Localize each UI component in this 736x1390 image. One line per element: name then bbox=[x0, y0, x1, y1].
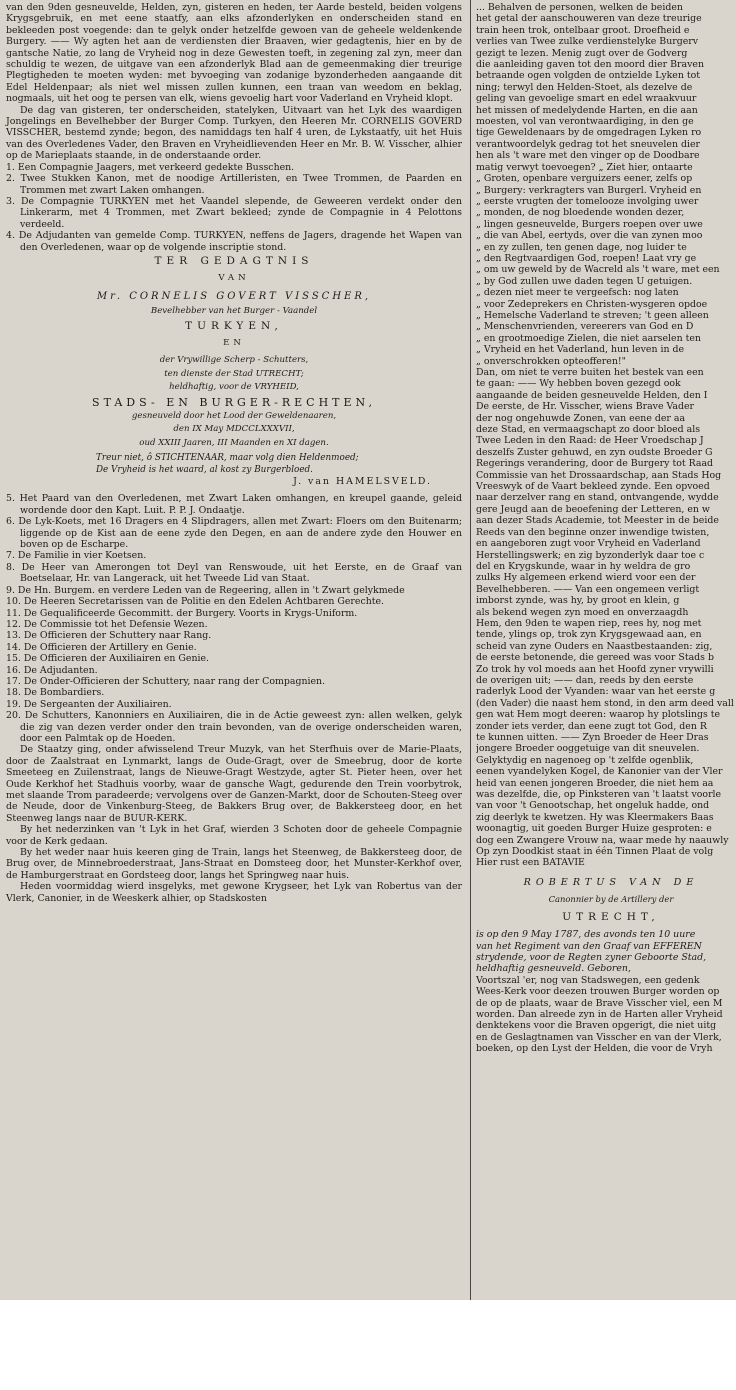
right-text-line: worden. Dan alreede zyn in de Harten aller Vryheid bbox=[476, 1008, 723, 1020]
right-text-line: „ die van Abel, eertyds, over die van zynen moo bbox=[476, 230, 703, 242]
right-text-line: Twee Leden in den Raad: de Heer Vroedschap J bbox=[476, 435, 704, 447]
order-item-1: 1. Een Compagnie Jaagers, met verkeerd gedekte Busschen. bbox=[6, 161, 295, 173]
right-text-line: Hem, den 9den te wapen riep, rees hy, nog met bbox=[476, 617, 702, 629]
right-text-line: „ den Regtvaardigen God, roepen! Laat vry ge bbox=[476, 252, 697, 264]
right-text-line: te kunnen uitten. —— Zyn Broeder de Heer Dras bbox=[476, 732, 709, 743]
right-text-line: te gaan: —— Wy hebben boven gezegd ook bbox=[476, 378, 681, 390]
right-text-line: Vreeswyk of de Vaart bekleed zynde. Een opvoed bbox=[476, 481, 710, 493]
right-text-line: der nog ongehuwde Zonen, van eene der aa bbox=[476, 412, 686, 424]
right-text-line: woonagtig, uit goeden Burger Huize gesproten: e bbox=[476, 823, 712, 835]
epitaph-line-9: heldhaftig, voor de VRYHEID, bbox=[169, 382, 299, 393]
right-text-line: verlies van Twee zulke verdienstelyke Burgerv bbox=[476, 36, 699, 48]
right-text-line: deze Stad, en vermaagschapt zo door bloed als bbox=[476, 424, 701, 436]
right-text-line: tende, ylings op, trok zyn Krygsgewaad aan, en bbox=[476, 629, 702, 641]
right-text-line: train heen trok, ontelbaar groot. Droefheid e bbox=[476, 24, 690, 36]
epitaph-line-13: oud XXIII Jaaren, III Maanden en XI dagen. bbox=[139, 437, 329, 448]
order-item-3: 3. De Compagnie TURKYEN met het Vaandel slepende, de Geweeren verdekt onder den Linkerarm, met 4 Trommen, met Zwart bekleed; zynde de Compagnie in 4 Pelottons verdeeld. bbox=[6, 195, 462, 230]
epitaph-signature: J. van HAMELSVELD. bbox=[293, 476, 432, 488]
epitaph-line-12: den IX May MDCCLXXXVII, bbox=[173, 424, 295, 435]
right-text-line: gere Jeugd aan de beoefening der Letteren, en w bbox=[476, 503, 710, 515]
right-text-line: „ dezen niet meer te vergeefsch: nog laten bbox=[476, 287, 679, 299]
right-text-line: gezigt te lezen. Menig zugt over de Godverg bbox=[476, 47, 688, 59]
right-text-line: boeken, op den Lyst der Helden, die voor de Vryh bbox=[476, 1043, 713, 1055]
right-text-line: van voor 't Genootschap, het ongeluk hadde, ond bbox=[476, 800, 710, 812]
right-text-line: zonder iets verder, dan eene zugt tot God, den R bbox=[476, 720, 707, 732]
right-text-line: „ lingen gesneuvelde, Burgers roepen over uwe bbox=[476, 218, 703, 230]
right-text-line: Dan, om niet te verre buiten het bestek van een bbox=[476, 367, 704, 378]
right-text-line: het getal der aanschouweren van deze treurige bbox=[476, 13, 702, 25]
right-text-line: Gelyktydig en nagenoeg op 't zelfde ogenblik, bbox=[476, 754, 694, 766]
epitaph-line-5: TURKYEN, bbox=[185, 319, 283, 332]
order-item-7: 7. De Familie in vier Koetsen. bbox=[6, 550, 147, 562]
right-text-line: de eerste betonende, die gereed was voor Stads b bbox=[476, 652, 714, 664]
order-item-10: 10. De Heeren Secretarissen van de Politie en den Edelen Achtbaren Gerechte. bbox=[6, 596, 385, 608]
right-text-line: die aanleiding gaven tot den moord dier Braven bbox=[476, 59, 704, 71]
right-text-line: denktekens voor die Braven opgerigt, die niet uitg bbox=[476, 1020, 717, 1032]
right-text-line: tige Geweldenaars by de omgedragen Lyken ro bbox=[476, 127, 702, 139]
right-text-line: Zo trok hy vol moeds aan het Hoofd zyner vrywilli bbox=[476, 663, 714, 675]
right-text-line: „ Menschenvrienden, vereerers van God en D bbox=[476, 321, 694, 333]
order-item-15: 15. De Officieren der Auxiliairen en Genie. bbox=[6, 653, 210, 665]
order-item-8: 8. De Heer van Amerongen tot Deyl van Renswoude, uit het Eerste, en de Graaf van Boetselaar, Hr. van Langerack, uit het Tweede Lid van Staat. bbox=[6, 561, 462, 585]
return-route: By het weder naar huis keeren ging de Train, langs het Steenweg, de Bakkersteeg door, de Brug over, de Minnebroederstraat, Jans-Straat en Domsteeg door, het Munster-Kerkhof over, de Hamburgerstraat en Gordsteeg door, langs het Springweg naar huis. bbox=[6, 847, 462, 881]
right-text-line: „ by God zullen uwe daden tegen U getuigen. bbox=[476, 275, 693, 287]
order-item-17: 17. De Onder-Officieren der Schuttery, naar rang der Compagnien. bbox=[6, 675, 326, 687]
right-text-line: gen wat Hem mogt deeren: waarop hy plotslings te bbox=[476, 709, 721, 721]
right-column bbox=[476, 0, 736, 1300]
right-text-line: „ onverschrokken opteofferen!" bbox=[476, 355, 626, 367]
order-item-18: 18. De Bombardiers. bbox=[6, 687, 105, 699]
right-text-line: „ voor Zedeprekers en Christen-wysgeren opdoe bbox=[476, 298, 708, 310]
right-text-line: jongere Broeder ooggetuige van dit sneuvelen. bbox=[476, 743, 700, 755]
second-funeral-intro: Heden voormiddag wierd insgelyks, met gewone Krygseer, het Lyk van Robertus van der Vlerk, Canonier, in de Weeskerk alhier, op Stadskosten bbox=[6, 881, 462, 904]
right-text-line: verantwoordelyk gedrag tot het sneuvelen dier bbox=[476, 138, 700, 150]
right-text-line: de op de plaats, waar de Brave Visscher viel, een M bbox=[476, 997, 723, 1009]
epitaph-utrecht: UTRECHT, bbox=[562, 910, 660, 923]
right-text-line: „ Hemelsche Vaderland te streven; 't geen alleen bbox=[476, 309, 709, 321]
right-text-line: de overigen uit; —— dan, reeds by den eerste bbox=[476, 674, 694, 686]
right-text-block-2 bbox=[476, 929, 736, 1054]
right-text-line: eenen vyandelyken Kogel, de Kanonier van der Vler bbox=[476, 766, 723, 778]
right-text-line: was dezelfde, die, op Pinksteren van 't laatst voorle bbox=[476, 789, 722, 801]
right-text-line: Regerings verandering, door de Burgery tot Raad bbox=[476, 458, 714, 470]
right-text-line: heldhaftig gesneuveld. Geboren, bbox=[476, 963, 631, 975]
epitaph-verse-1: Treur niet, ô STICHTENAAR, maar volg dien Heldenmoed; bbox=[96, 453, 359, 464]
epitaph-line-4: Bevelhebber van het Burger - Vaandel bbox=[150, 306, 318, 317]
epitaph-name-vdv: ROBERTUS VAN DE bbox=[523, 876, 699, 888]
right-text-line: „ om uw geweld by de Wacreld als 't ware, met een bbox=[476, 264, 720, 276]
epitaph-line-10: STADS- EN BURGER-RECHTEN, bbox=[92, 395, 376, 409]
right-text-line: Herstellingswerk; en zig byzonderlyk daar toe c bbox=[476, 549, 705, 561]
right-text-line: moesten, vol van verontwaardiging, in den ge bbox=[476, 116, 694, 128]
right-text-line: Reeds van den beginne onzer inwendige twisten, bbox=[476, 526, 710, 538]
right-text-line: De eerste, de Hr. Visscher, wiens Brave Vader bbox=[476, 401, 695, 413]
order-item-6: 6. De Lyk-Koets, met 16 Dragers en 4 Slipdragers, allen met Zwart: Floers om den Buitenarm; liggende op de Kist aan de eene zyde den Degen, en aan de andere zyde den Houwer en boven op de Escharpe. bbox=[6, 516, 462, 551]
procession-route: De Staatzy ging, onder afwisselend Treur Muzyk, van het Sterfhuis over de Marie-Plaats, door de Zaalstraat en Lynmarkt, langs de Oude-Gragt, over de Smeebrug, door de korte Smeeteeg en Zuilenstraat, langs de Nieuwe-Gragt Westzyde, agter St. Pieter heen, over het Oude Kerkhof het Stadhuis voorby, waar de gansche Wagt, gedurende den Trein voorbytrok, met slaande Trom paradeerde; vervolgens over de Ganzen-Markt, door de Schouten-Steeg over de Neude, door de Vinkenburg-Steeg, de Bakkers Brug over, de Bakkersteeg door, en het Steenweg langs naar de BUUR-KERK. bbox=[6, 744, 462, 824]
right-text-line: als bekend wegen zyn moed en onverzaagdh bbox=[476, 606, 689, 618]
epitaph-line-11: gesneuveld door het Lood der Geweldenaaren, bbox=[131, 411, 337, 421]
order-item-14: 14. De Officieren der Artillery en Genie. bbox=[6, 641, 197, 653]
right-text-line: matig verwyt toevoegen? „ Ziet hier, ontaarte bbox=[476, 161, 693, 173]
right-text-line: „ en grootmoedige Zielen, die niet aarselen ten bbox=[476, 332, 701, 344]
order-item-19: 19. De Sergeanten der Auxiliairen. bbox=[6, 698, 172, 710]
right-text-line: Wees-Kerk voor deezen trouwen Burger worden op bbox=[476, 986, 720, 998]
right-text-line: aan dezer Stads Academie, tot Meester in de beide bbox=[476, 515, 719, 527]
right-text-line: ning; terwyl den Helden-Stoet, als dezelve de bbox=[476, 81, 693, 93]
right-text-line: is op den 9 May 1787, des avonds ten 10 uure bbox=[476, 929, 696, 941]
right-text-line: (den Vader) die naast hem stond, in den arm deed vall bbox=[476, 697, 734, 709]
right-text-line: heid van eenen jongeren Broeder, die niet hem aa bbox=[476, 777, 714, 789]
right-text-line: Commissie van het Drossaardschap, aan Stads Hog bbox=[476, 469, 722, 481]
right-text-line: „ eerste vrugten der tomelooze involging uwer bbox=[476, 195, 699, 207]
right-text-line: strydende, voor de Regten zyner Geboorte Stad, bbox=[476, 951, 707, 963]
right-text-line: Voortszal 'er, nog van Stadswegen, een gedenk bbox=[476, 974, 700, 986]
epitaph-line-3: Mr. CORNELIS GOVERT VISSCHER, bbox=[96, 290, 372, 302]
right-text-line: Bevelhebberen. —— Van een ongemeen verligt bbox=[476, 583, 700, 595]
order-item-9: 9. De Hn. Burgem. en verdere Leden van de Regeering, allen in 't Zwart gelykmede bbox=[6, 584, 405, 596]
intro-paragraph-2: De dag van gisteren, ter onderscheiden, statelyken, Uitvaart van het Lyk des waardigen Jongelings en Bevelhebber der Burger Comp. Turkyen, den Heeren Mr. CORNELIS GOVERD VISSCHER, bestemd zynde; begon, des namiddags ten half 4 uren, de Lykstaatfy, uit het Huis van des Overledenes Vader, den Braven en Vryheidlievenden Heer en Mr. B. W. Visscher, alhier op de Marieplaats staande, in de onderstaande order. bbox=[6, 104, 462, 162]
right-text-block-1 bbox=[476, 2, 736, 869]
right-text-line: zig deerlyk te kwetzen. Hy was Kleermakers Baas bbox=[476, 811, 714, 823]
right-text-line: betraande ogen volgden de ontzielde Lyken tot bbox=[476, 70, 701, 82]
epitaph-line-6: EN bbox=[223, 337, 245, 348]
right-text-line: del en Krygskunde, waar in hy weldra de gro bbox=[476, 560, 691, 572]
epitaph-line-2: VAN bbox=[218, 273, 250, 284]
right-text-line: scheid van zyne Ouders en Naastbestaanden: zig, bbox=[476, 640, 713, 652]
right-text-line: dog een Zwangere Vrouw na, waar mede hy naauwly bbox=[476, 834, 729, 846]
right-text-line: van het Regiment van den Graaf van EFFEREN bbox=[476, 940, 702, 952]
epitaph-verse-2: De Vryheid is het waard, al kost zy Burgerbloed. bbox=[96, 464, 313, 475]
order-item-5: 5. Het Paard van den Overledenen, met Zwart Laken omhangen, en kreupel gaande, geleid wordende door den Kapt. Luit. P. P. J. Ondaatje. bbox=[6, 493, 462, 516]
right-text-line: aangaande de beiden gesneuvelde Helden, den I bbox=[476, 389, 708, 401]
right-text-line: en aangeboren zugt voor Vryheid en Vaderland bbox=[476, 538, 701, 550]
order-item-20: 20. De Schutters, Kanonniers en Auxiliairen, die in de Actie geweest zyn: allen welken, gelyk die zig van dezen verder onder den train bevonden, van de overige onderscheiden waren, door een Palmtak op de Hoeden. bbox=[6, 710, 462, 744]
right-text-line: „ monden, de nog bloedende wonden dezer, bbox=[476, 207, 685, 219]
right-text-line: „ en zy zullen, ten genen dage, nog luider te bbox=[476, 241, 687, 253]
order-item-2: 2. Twee Stukken Kanon, met de noodige Artilleristen, en Twee Trommen, de Paarden en Trommen met zwart Laken omhangen. bbox=[6, 173, 462, 196]
right-text-line: Hier rust een BATAVIE bbox=[476, 857, 585, 869]
epitaph-line-1: TER GEDAGTNIS bbox=[154, 254, 314, 267]
column-divider bbox=[470, 0, 471, 1300]
right-text-line: het missen of medelydende Harten, en die aan bbox=[476, 104, 698, 116]
blank-margin bbox=[0, 1300, 736, 1390]
right-text-line: geling van gevoelige smart en edel wraakvuur bbox=[476, 93, 697, 105]
right-text-line: ... Behalven de personen, welken de beiden bbox=[476, 2, 683, 13]
right-text-line: zulks Hy algemeen erkend wierd voor een der bbox=[476, 572, 696, 584]
order-item-16: 16. De Adjudanten. bbox=[6, 664, 98, 676]
right-text-line: „ Groten, openbare verguizers eener, zelfs op bbox=[476, 173, 693, 185]
order-item-13: 13. De Officieren der Schuttery naar Rang. bbox=[6, 630, 212, 642]
epitaph-block bbox=[6, 256, 462, 488]
right-text-line: „ Vryheid en het Vaderland, hun leven in de bbox=[476, 344, 685, 356]
right-text-line: Op zyn Doodkist staat in één Tinnen Plaat de volg bbox=[476, 846, 714, 858]
right-text-line: en de Geslagtnamen van Visscher en van der Vlerk, bbox=[476, 1031, 722, 1043]
right-text-line: raderlyk Lood der Vyanden: waar van het eerste g bbox=[476, 686, 716, 698]
epitaph-line-7: der Vrywillige Scherp - Schutters, bbox=[159, 355, 309, 366]
order-item-11: 11. De Gequalificeerde Gecommitt. der Burgery. Voorts in Krygs-Uniform. bbox=[6, 607, 358, 619]
right-text-line: naar derzelver rang en stand, ontvangende, wydde bbox=[476, 492, 719, 504]
right-text-line: imborst zynde, was hy, by groot en klein, g bbox=[476, 595, 680, 607]
right-text-line: hen als 't ware met den vinger op de Doodbare bbox=[476, 150, 700, 162]
intro-paragraph-1: van den 9den gesneuvelde, Helden, zyn, gisteren en heden, ter Aarde besteld, beiden volgens Krygsgebruik, en met eene staatfy, aan elks afzonderlyken en onderscheiden stand en bekleeden post voegende: dan te gelyk onder hetzelfde gewoen van de geheele weldenkende Burgery. —— Wy agten het aan de verdiensten dier Braaven, wier gedagtenis, hier en by de gantsche Natie, zo lang de Vryheid nog in deze Gewesten toeft, in zegening zal zyn, meer dan schuldig te wezen, de uitgave van een afzonderlyk Blad aan de gemeenmaking dier treurige Plegtigheden te moeten wyden: met byvoeging van zodanige byzonderheden aangaande dit Edel Heldenpaar; als niet wel missen zullen kunnen, een traan van weedom en beklag, nogmaals, uit het oog te persen van elk, wiens gevoelig hart voor Vaderland en Vryheid klopt. bbox=[6, 2, 462, 105]
right-text-line: deszelfs Zuster gehuwd, en zyn oudste Broeder G bbox=[476, 446, 713, 458]
epitaph-line-8: ten dienste der Stad UTRECHT; bbox=[164, 368, 304, 379]
right-text-line: „ Burgery: verkragters van Burgerl. Vryheid en bbox=[476, 184, 702, 196]
epitaph-canon: Canonnier by de Artillery der bbox=[548, 894, 674, 905]
burial-salute: By het nederzinken van 't Lyk in het Graf, wierden 3 Schoten door de geheele Compagnie voor de Kerk gedaan. bbox=[6, 824, 462, 847]
order-item-4: 4. De Adjudanten van gemelde Comp. TURKYEN, neffens de Jagers, dragende het Wapen van den Overledenen, waar op de volgende inscriptie stond. bbox=[6, 230, 462, 253]
order-item-12: 12. De Commissie tot het Defensie Wezen. bbox=[6, 618, 208, 630]
